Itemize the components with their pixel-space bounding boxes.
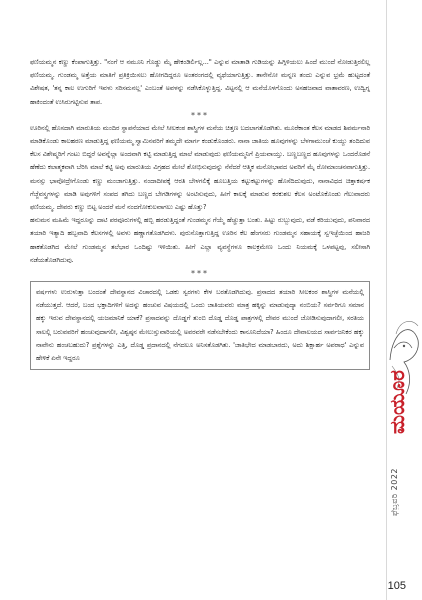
right-sidebar [382,0,422,600]
paragraph-2: ಊರಿನಲ್ಲಿ ಹೊಸದಾಗಿ ಮಾರುತಿಯ ಮಂದಿರ ಸ್ಥಾಪನೆಯಾದ ಮೇಲೆ ಸೀಲಕಂಠ ಶಾಸ್ತ್ರಿಗಳ ಮನೆಯ ಚಿತ್ತಣ ಬದಲಾಗತೊಡಗಿತು. ಮೂರೆಕಾಂತ ಕೆಲಸ ಮಾಡದ ಶಿವರ್ಮನಾರಿ ಮಾಡಿಕೊಂಡು ಕಾಲಹರಣ ಮಾಡುತ್ತಿದ್ದ ಫಣಿಯಮ್ಮ ಸ್ವಾಮಿನವರಿಗೆ ತಮ್ಮದೇ ಮಾರ್ಗ ಕಂಡುಕೊಂಡರು. ನಾನಾ ಜಾತಿಯ ಹೂವುಗಳನ್ನು ಬೆಳಗಾಮುಂಚೆ ಕುಯ್ದು ತಂದಿದುವ ಕೆಲಸ ವಿಶೇಷ್ಮರಿಗೆ ಗಂಟು ಬಿದ್ದರೆ ಅವನ್ನೆಲ್ಲಾ ಅಂದವಾಗಿ ಕಟ್ಟಿ ಮಾಡುತ್ತಿದ್ದ ಮಾಲೆ ಮಾಡುವುದು ಫಣಿಯಮ್ಮನಿಗೆ ಪ್ರಿಯವಾಯ್ತು. ಬಣ್ಣಬಣ್ಣದ ಹೂವುಗಳನ್ನು ಒಂದರೊಡನೆ ಹೆಣೆದು ಕಲಾತ್ಮಕವಾಗಿ ಬೆರಿಸಿ ಮಾಲೆ ಕಟ್ಟಿ ಅವು ಮಾರುತಿಯ ವಿಗ್ರಹದ ಮೇಲೆ ಶೋಭಿಸುವುದನ್ನು ನೆನೆದರೆ ಆತ್ಮಿಕ ಮನೋಭಾವದ ಅವರಿಗೆ ಮೈ ರೋಮಾಂಚನವಾಗುತ್ತಿತ್ತು. ಮನಸ್ಸು ಭಾವೋದ್ರೇಗೊಂಡು ಕಣ್ಣು ಮಂಜಾಗುತ್ತಿತ್ತು. ನಂದಾದೀಪಕ್ಕೆ ಆರತಿ ಬೇಳಗಲಿಕ್ಕೆ ಹೂಬತ್ತಿಯ ಕಟ್ಟುಕಟ್ಟುಗಳನ್ನು ಹೊಸೆದಿದುವುದು, ನಾನಾವಿಧದ ಚಿತ್ತಾಕರ್ಷಕ ಗೆಜ್ಜೆವಸ್ತ್ರಗಳನ್ನು ಮಾಡಿ ಅವುಗಳಿಗೆ ಸಂಪದ ತಗಿದು ಬಣ್ಣದ ಬೇಗಡಿಗಳನ್ನು ಅಂಟಿಸುವುದು, ಹೀಗೆ ಕಾಲಕ್ಕೆ ಮಾಡುವ ಕರಕುಶಲ ಕೆಲಸ ಅಂಟೊಕೊಂಡು ಗೆಲುವಾದರು ಫಣಿಯಮ್ಮ. ದೇವರು ಕಣ್ಣು ಬಿಟ್ಟ ಅಂದರೆ ಮನೆ ನಂದಗೋಕುಲವಾಗಲು ಎಷ್ಟು ಹೊತ್ತು? [30,123,370,212]
paragraph-4: ವರ್ಷಗಳು ಉರುಳುತ್ತಾ ಬಂದಂತೆ ದೇವಸ್ಥಾನದ ವಿಚಾರದಲ್ಲಿ ಒಡಕು ಸ್ವರಗಳು ಕೇಳ ಬರತೊಡಗಿದುವು. ಪ್ರಸಾದದ ತಯಾರಿ ಸೀಲಕಂಠ ಶಾಸ್ತ್ರಿಗಳ ಮನೆಯಲ್ಲಿ ನಡೆಯುತ್ತದೆ. ಆದರೆ, ಬಂದ ಭಕ್ತಾದಿಗಳಿಗೆ ಅದನ್ನು ಹಂಚುವ ವಿಷಯದಲ್ಲಿ ಒಂದು ಜಾತಿಯವರು ಮಾತ್ರ ಹಕ್ಕಿನ್ನು ಮಾಡುವುದ್ಯಾ ನಂಬಿಯ? ಸರ್ವರಿಗೂ ಸಮಾನ ಹಕ್ಕು ಇರುವ ದೇವಸ್ಥಾನದಲ್ಲಿ ಯಜಮಾನಿಕೆ ಯಾಕೆ? ಪ್ರಸಾದವನ್ನು ದೊಡ್ಡಗೆ ತುಂಬಿ ದೊಡ್ಡ ದೊಡ್ಡ ಪಾತ್ರಗಳಲ್ಲಿ ದೇವರ ಮುಂದೆ ಜೋಡಿಸುವುದಾಗಲೀ, ಸರತಿಯ ಸಾಲಲ್ಲಿ ಬರುವವರಿಗೆ ಹಂಚುವುದಾಗಲೀ, ವಿಶ್ವಷ್ಠನ ಮೇಲುಸ್ತುವಾರಿಯಲ್ಲಿ ಅವರವರೇ ನಡೆಸಬೇಕೆಂದು ಕಾನೂನಿದೆಯಾ? ಹಿಂದೂ ದೇವಾಲಯದ ಸಾರ್ವಜನಿಕರ ಹಕ್ಕು ನಾವೇನು ಹಂಚಬಹುದು? ಪ್ರಶ್ನೆಗಳನ್ನು ಎತ್ತಿ, ದೊಡ್ಡ ಪ್ರದಾನದಲ್ಲಿ ನೆಗದಲೂ ಅನಿಸತೊಡಗಿತು. 'ಜಾತಿಭೇದ ಮಾಡಬಾರದು, ಅದು ಶಿಕ್ಷಾರ್ಹ ಅಪರಾಧ' ಎನ್ನುವ ಹೇಳಿಕೆ ಏನೇ ಇದ್ದರೂ [36,288,364,363]
page-number: 105 [387,580,406,592]
issue-date: ಫೆಬ್ರವರಿ 2022 [390,468,399,516]
paragraph-1: ಫಣಿಯಮ್ಮನ ಕಣ್ಣು ಕೆಂಪಾಗುತ್ತಿತ್ತು. "ನಂಗೆ ಆ ನಮೂನಿ ಗೊಡ್ಡು ಮೈ ಹೇಕಂಡಿರ್ಲಿಲ್ಲ..." ಎನ್ನುವ ಮಾತಾಡಿ ಗುಡಿಯನ್ನು ಹಿಗ್ಗಿಳಿಯಲು ಹಿಂದೆ ಮುಂದೆ ನೋಡುತ್ತಿರಲಿಲ್ಲ ಫಣಿಯಮ್ಮ. ಗುಂಡಮ್ಮ ಅತ್ತೆಯ ಮಾತಿಗೆ ಪ್ರತಿಕ್ರಿಯಿಸಲು ಹೋಗದಿದ್ದರೂ ಅಂತರಂಗದಲ್ಲಿ ವ್ಯಥೆಯಾಗುತ್ತಿತ್ತು. ತಾನೇನೋ ಮನ್ನಣ ತಂದು ಎನ್ನುವ ಭ್ರಮೆ ಹುಟ್ಟದಂತೆ ವಿಶೇಷತ, 'ತನ್ನ ಕಾಲ ಉಗುರಿಗೆ ಇವಳು ಸರಿಸಮನಲ್ಲ' ಎಂಬಂತೆ ಅವಳನ್ನು ನಡೆಸಿಕೊಳ್ಳುತ್ತಿದ್ದ. ವಿಟ್ಟನಲ್ಲಿ ಆ ಮನೆಯೊಳಗೊಂದು ಅಸಹಜವಾದ ವಾತಾವರಣ, ಉದ್ವಿಗ್ನ ಹಾಕಿಂದಂತೆ ಉಸಿರುಗಟ್ಟಿಸುವ ತಾಪ. [30,58,370,106]
boxed-section [30,281,370,370]
section-divider-1: *** [191,110,209,120]
section-divider-2: *** [191,269,209,279]
magazine-masthead: ಮಯೂರ [385,370,409,434]
article-column [30,56,370,370]
paragraph-3: ಹನುಮನ ಮಹಿಮೆ ಇದ್ದರೂನ್ನು ದಾಟಿ ಪರವೂರುಗಳಲ್ಲಿ ಹಬ್ಬಿ ಹರಡುತ್ತಿದ್ದಂತೆ ಗುಂಡಮ್ಮನ ಗೆಯ್ಮೆ ಹೆಚ್ಚುತ್ತಾ ಬಂತು. ಹಿಟ್ಟು ರುಬ್ಬುವುದು, ವಡೆ ಕರಿಯುವುದು, ಪನಿವಾರದ ತಯಾರಿ ಇತ್ಯಾದಿ ಹಬ್ಬವಾದಿ ಕೆಲಸಗಳಲ್ಲಿ ಅವಳು ಹಣ್ಣಾಗತೊಡಗಿದಳು. ಪುರುಸೊತ್ತಾಗುತ್ತಿದ್ದ ಊರಿನ ಕೆಲ ಹೆಂಗಸರು ಗುಂಡಮ್ಮನ ಸಹಾಯಕ್ಕೆ ಸ್ವಇಚ್ಛೆಯಿಂದ ಹಾಜರಿ ಹಾಕತೊಡಗಿದ ಮೇಲೆ ಗುಂಡಮ್ಮನ ತಲೆಭಾರ ಒಂದಿಷ್ಟು ಇಳಿಯಿತು. ಹೀಗೆ ಎಲ್ಲಾ ವ್ಯವಸ್ಥೆಗಳೂ ಕಾಲಕ್ರಮೇಣ ಒಂದು ನಿಯಮಕ್ಕೆ ಒಳಪಟ್ಟವು, ಸಲೀಸಾಗಿ ನಡೆಯತೊಡಗಿದುವು. [30,216,370,264]
